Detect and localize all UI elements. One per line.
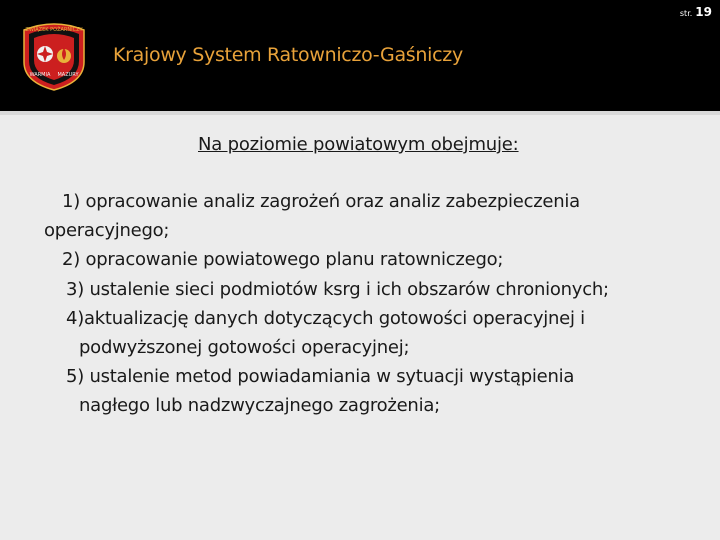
- header-divider: [0, 111, 720, 115]
- page-number-value: 19: [695, 5, 712, 19]
- logo-bottom-right-text: MAZURY: [57, 72, 79, 78]
- list-item-5-line-1: 5) ustalenie metod powiadamiania w sytuacji wystąpienia: [66, 366, 575, 387]
- list-item-4-line-2: podwyższonej gotowości operacyjnej;: [79, 337, 410, 358]
- content-heading: Na poziomie powiatowym obejmuje:: [198, 134, 519, 155]
- fire-association-logo: [18, 20, 90, 92]
- header-bar: [0, 0, 720, 111]
- page-number: [680, 5, 712, 19]
- page-number-prefix: str.: [679, 9, 693, 18]
- logo-bottom-left-text: WARMIA: [29, 72, 51, 78]
- list-item-1-line-1: 1) opracowanie analiz zagrożeń oraz analiz zabezpieczenia: [62, 191, 580, 212]
- list-item-4-line-1: 4)aktualizację danych dotyczących gotowości operacyjnej i: [66, 308, 585, 329]
- list-item-5-line-2: nagłego lub nadzwyczajnego zagrożenia;: [79, 395, 440, 416]
- list-item-1-line-2: operacyjnego;: [44, 220, 170, 241]
- list-item-3: 3) ustalenie sieci podmiotów ksrg i ich obszarów chronionych;: [66, 279, 609, 300]
- header-title: Krajowy System Ratowniczo-Gaśniczy: [113, 44, 463, 66]
- logo-top-text: ZWIĄZEK POŻARNICZY: [25, 27, 83, 33]
- list-item-2: 2) opracowanie powiatowego planu ratowniczego;: [62, 249, 504, 270]
